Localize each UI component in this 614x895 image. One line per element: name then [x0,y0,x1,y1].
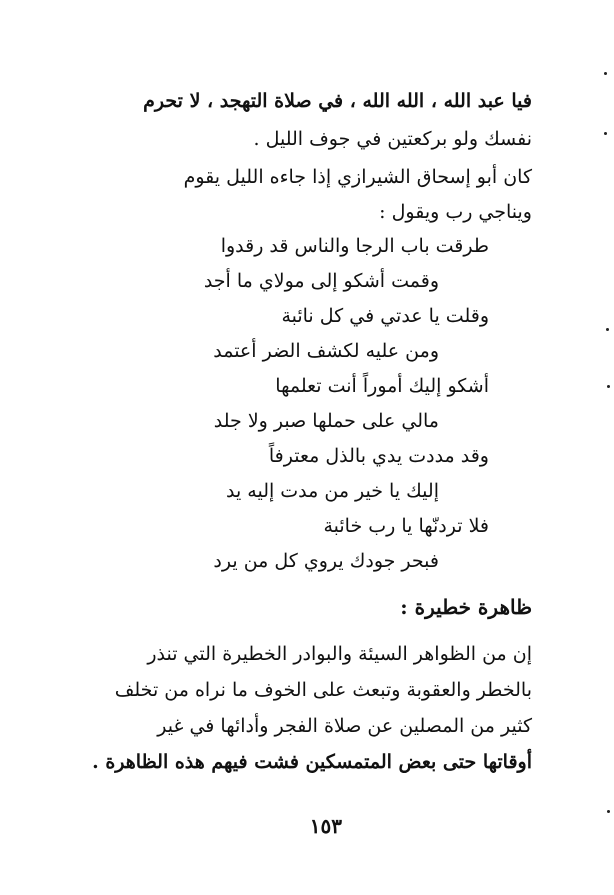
poem-verse-9: فلا تردنّها يا رب خائبة [323,515,489,537]
story-line-2: ويناجي رب ويقول : [379,201,532,223]
intro-line-2: نفسك ولو بركعتين في جوف الليل . [253,128,532,150]
poem-verse-6: مالي على حملها صبر ولا جلد [213,410,439,432]
poem-verse-8: إليك يا خير من مدت إليه يد [225,480,439,502]
story-line-1: كان أبو إسحاق الشيرازي إذا جاءه الليل يقوم [183,166,532,188]
margin-speck [604,132,607,135]
section-heading: ظاهرة خطيرة : [400,595,532,619]
margin-speck [607,385,610,388]
section-line-4: أوقاتها حتى بعض المتمسكين فشت فيهم هذه الظاهرة . [92,751,532,773]
page-number: ١٥٣ [309,814,342,838]
margin-speck [604,72,607,75]
poem-verse-5: أشكو إليك أموراً أنت تعلمها [275,375,489,397]
section-line-3: كثير من المصلين عن صلاة الفجر وأدائها في غير [157,715,532,737]
intro-line-1: فيا عبد الله ، الله الله ، في صلاة التهجد ، لا تحرم [143,90,532,112]
poem-verse-10: فبحر جودك يروي كل من يرد [213,550,439,572]
poem-verse-1: طرقت باب الرجا والناس قد رقدوا [220,235,489,257]
poem-verse-2: وقمت أشكو إلى مولاي ما أجد [203,270,439,292]
section-line-2: بالخطر والعقوبة وتبعث على الخوف ما نراه من تخلف [114,679,532,701]
poem-verse-3: وقلت يا عدتي في كل نائبة [281,305,489,327]
margin-speck [606,328,609,331]
section-line-1: إن من الظواهر السيئة والبوادر الخطيرة التي تنذر [147,643,532,665]
poem-verse-7: وقد مددت يدي بالذل معترفاً [268,445,489,467]
poem-verse-4: ومن عليه لكشف الضر أعتمد [213,340,439,362]
margin-speck [607,810,610,813]
